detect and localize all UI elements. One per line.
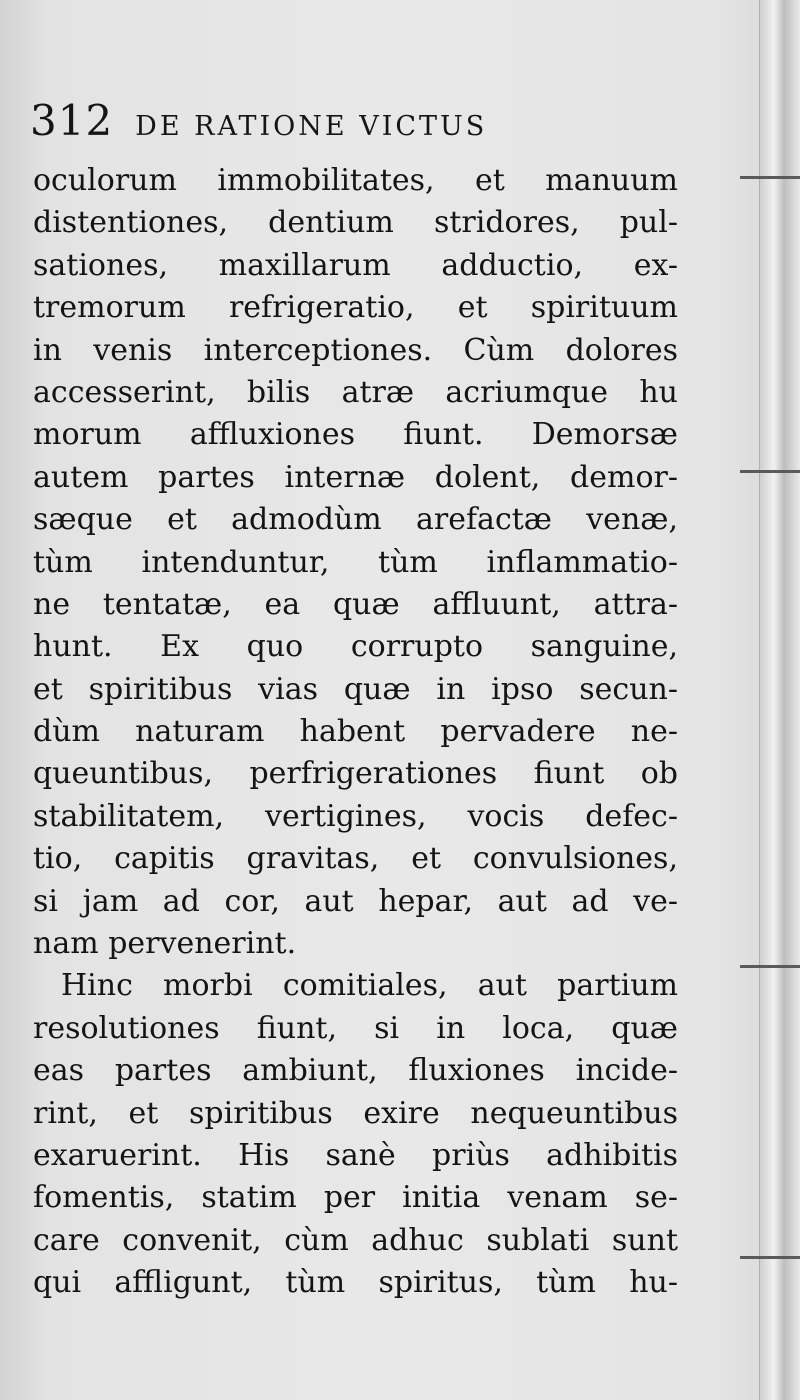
text-line: fomentis, statim per initia venam se- [33, 1180, 678, 1216]
page-edge [759, 0, 800, 1400]
text-line: ne tentatæ, ea quæ affluunt, attra- [33, 586, 678, 622]
text-line: dùm naturam habent pervadere ne- [33, 714, 678, 750]
binding-thread [740, 1256, 800, 1259]
text-line: rint, et spiritibus exire nequeuntibus [33, 1095, 678, 1131]
text-line: morum affluxiones fiunt. Demorsæ [33, 417, 678, 453]
text-line: distentiones, dentium stridores, pul- [33, 205, 678, 241]
binding-thread [740, 470, 800, 473]
text-line: Hinc morbi comitiales, aut partium [61, 968, 678, 1004]
text-line: qui affligunt, tùm spiritus, tùm hu- [33, 1265, 678, 1301]
text-line: autem partes internæ dolent, demor- [33, 459, 678, 495]
binding-thread [740, 965, 800, 968]
text-line: resolutiones fiunt, si in loca, quæ [33, 1010, 678, 1046]
body-text [33, 160, 678, 1305]
text-line: in venis interceptiones. Cùm dolores [33, 332, 678, 368]
page-header [30, 96, 487, 146]
page-number: 312 [30, 96, 114, 145]
text-line: oculorum immobilitates, et manuum [33, 163, 678, 198]
text-line: sæque et admodùm arefactæ venæ, [33, 502, 678, 538]
text-line: exaruerint. His sanè priùs adhibitis [33, 1137, 678, 1173]
text-line: sationes, maxillarum adductio, ex- [33, 247, 678, 283]
text-line: hunt. Ex quo corrupto sanguine, [33, 629, 678, 665]
binding-thread [740, 176, 800, 179]
text-line: tremorum refrigeratio, et spirituum [33, 290, 678, 326]
text-line: et spiritibus vias quæ in ipso secun- [33, 671, 678, 707]
text-line: tio, capitis gravitas, et convulsiones, [33, 841, 678, 877]
text-line: nam pervenerint. [33, 926, 297, 962]
text-line: tùm intenduntur, tùm inflammatio- [33, 544, 678, 580]
text-line: queuntibus, perfrigerationes fiunt ob [33, 756, 678, 792]
text-line: accesserint, bilis atræ acriumque hu [33, 374, 678, 410]
text-line: eas partes ambiunt, fluxiones incide- [33, 1053, 678, 1089]
text-line: care convenit, cùm adhuc sublati sunt [33, 1222, 678, 1258]
text-line: stabilitatem, vertigines, vocis defec- [33, 798, 678, 834]
running-title: DE RATIONE VICTUS [135, 111, 488, 142]
text-line: si jam ad cor, aut hepar, aut ad ve- [33, 883, 678, 919]
